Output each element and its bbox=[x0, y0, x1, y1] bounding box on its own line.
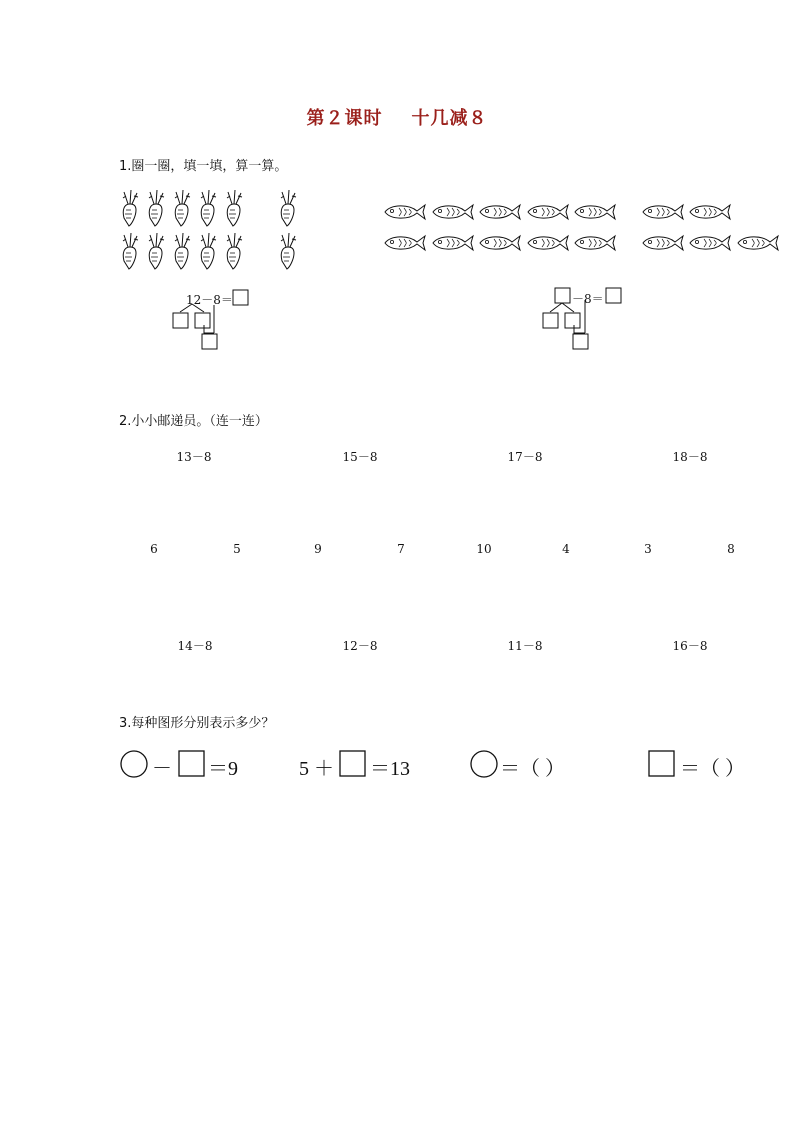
square-shape bbox=[649, 751, 674, 776]
eq1-result: ＝9 bbox=[208, 758, 238, 780]
answer-box bbox=[573, 334, 588, 349]
fish-icon bbox=[690, 205, 730, 219]
answer-box bbox=[543, 313, 558, 328]
expression-top[interactable]: 17－8 bbox=[507, 450, 543, 464]
expression-top[interactable]: 15－8 bbox=[342, 450, 378, 464]
carrot-icon bbox=[123, 233, 138, 269]
question-2-heading: 2.小小邮递员。（连一连） bbox=[119, 414, 268, 429]
carrot-icon bbox=[175, 190, 190, 226]
expression-top[interactable]: 13－8 bbox=[176, 450, 212, 464]
fish-icon bbox=[643, 236, 683, 250]
q1-left-equation: 12－8＝ bbox=[186, 293, 233, 307]
answer-number[interactable]: 8 bbox=[727, 542, 735, 556]
fish-icon bbox=[433, 205, 473, 219]
carrot-icon bbox=[281, 190, 296, 226]
circle-shape bbox=[471, 751, 497, 777]
expression-bottom[interactable]: 16－8 bbox=[672, 639, 708, 653]
expression-bottom[interactable]: 12－8 bbox=[342, 639, 378, 653]
q1-figures bbox=[0, 0, 794, 400]
carrot-icon bbox=[149, 190, 164, 226]
question-3-heading: 3.每种图形分别表示多少？ bbox=[119, 716, 275, 731]
square-shape bbox=[340, 751, 365, 776]
fish-icon bbox=[738, 236, 778, 250]
answer-box bbox=[606, 288, 621, 303]
answer-box bbox=[233, 290, 248, 305]
answer-box bbox=[565, 313, 580, 328]
eq1-minus: － bbox=[152, 758, 172, 780]
answer-number[interactable]: 9 bbox=[314, 542, 322, 556]
answer-number[interactable]: 3 bbox=[644, 542, 652, 556]
fish-icon bbox=[480, 205, 520, 219]
answer-number[interactable]: 7 bbox=[397, 542, 405, 556]
fish-icon bbox=[480, 236, 520, 250]
fish-icon bbox=[690, 236, 730, 250]
expression-top[interactable]: 18－8 bbox=[672, 450, 708, 464]
fish-icon bbox=[385, 236, 425, 250]
fish-icon bbox=[643, 205, 683, 219]
fish-icon bbox=[528, 236, 568, 250]
carrot-icon bbox=[227, 190, 242, 226]
answer-number[interactable]: 5 bbox=[233, 542, 241, 556]
eq2-result: ＝13 bbox=[370, 758, 410, 780]
fish-icon bbox=[575, 205, 615, 219]
fish-icon bbox=[528, 205, 568, 219]
answer-box bbox=[173, 313, 188, 328]
carrot-icon bbox=[201, 233, 216, 269]
question-1-heading: 1.圈一圈，填一填，算一算。 bbox=[119, 159, 288, 174]
carrot-icon bbox=[123, 190, 138, 226]
fish-icon bbox=[433, 236, 473, 250]
answer-number[interactable]: 10 bbox=[476, 542, 492, 556]
answer-box bbox=[555, 288, 570, 303]
eq4-answer: ＝（ ） bbox=[680, 758, 745, 780]
carrot-icon bbox=[281, 233, 296, 269]
lesson-label: 第２课时 bbox=[306, 108, 383, 129]
expression-bottom[interactable]: 11－8 bbox=[507, 639, 543, 653]
q1-right-equation: －8＝ bbox=[572, 292, 604, 306]
fish-icon bbox=[575, 236, 615, 250]
eq3-answer: ＝（ ） bbox=[500, 758, 565, 780]
fish-icon bbox=[385, 205, 425, 219]
carrot-icon bbox=[175, 233, 190, 269]
expression-bottom[interactable]: 14－8 bbox=[177, 639, 213, 653]
answer-box bbox=[202, 334, 217, 349]
topic-label: 十几减８ bbox=[411, 108, 488, 129]
square-shape bbox=[179, 751, 204, 776]
carrot-icon bbox=[201, 190, 216, 226]
eq2-left: 5 ＋ bbox=[299, 758, 334, 780]
answer-box bbox=[195, 313, 210, 328]
carrot-icon bbox=[227, 233, 242, 269]
answer-number[interactable]: 4 bbox=[562, 542, 570, 556]
circle-shape bbox=[121, 751, 147, 777]
carrot-icon bbox=[149, 233, 164, 269]
answer-number[interactable]: 6 bbox=[150, 542, 158, 556]
